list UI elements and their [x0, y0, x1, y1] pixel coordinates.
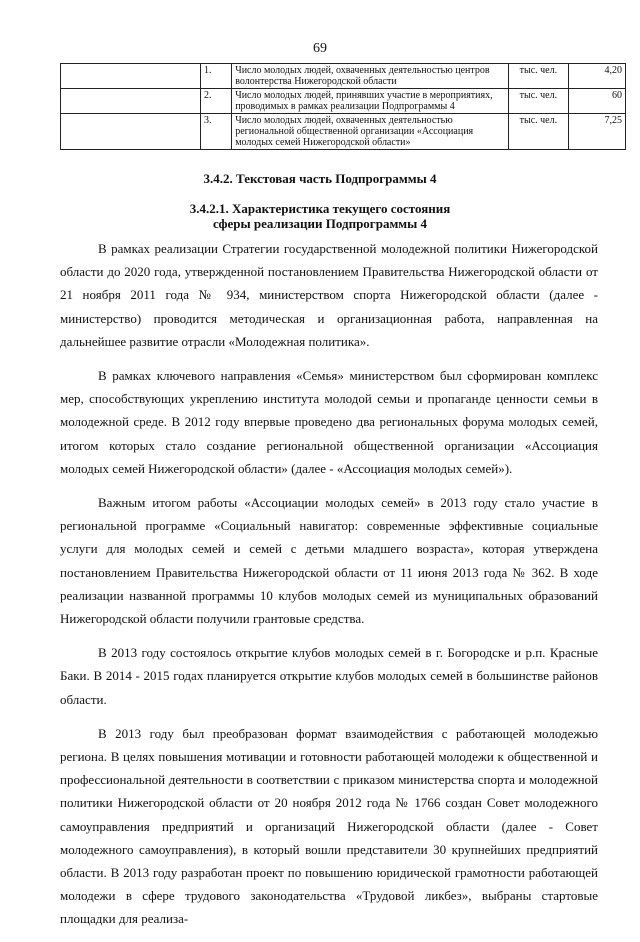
table-cell-empty	[61, 114, 201, 150]
paragraph: В 2013 году состоялось открытие клубов молодых семей в г. Богородске и р.п. Красные Баки. В 2014 - 2015 годах планируется открытие клубов молодых семей в большинстве районов области.	[60, 645, 598, 707]
paragraph: Важным итогом работы «Ассоциации молодых семей» в 2013 году стало участие в региональной программе «Социальный навигатор: современные эффективные социальные услуги для молодых семей и семей с детьми младшего возраста», которая утверждена постановлением Правительства Нижегородской области от 11 июня 2013 года № 362. В ходе реализации названной программы 10 клубов молодых семей из муниципальных образований Нижегородской области получили грантовые средства.	[60, 495, 598, 627]
paragraph: В рамках реализации Стратегии государственной молодежной политики Нижегородской области до 2020 года, утвержденной постановлением Правительства Нижегородской области от 21 ноября 2011 года № 934, министерством спорта Нижегородской области (далее - министерство) проводится методическая и организационная работа, направленная на дальнейшее развитие отрасли «Молодежная политика».	[60, 241, 598, 349]
table-row	[61, 89, 626, 114]
value-cell: 4,20	[568, 64, 625, 89]
paragraph: В рамках ключевого направления «Семья» министерством был сформирован комплекс мер, способствующих укреплению института молодой семьи и пропаганде ценности семьи в молодежной среде. В 2012 году впервые проведено два региональных форума молодых семей, итогом которых стало создание региональной общественной организации «Ассоциация молодых семей Нижегородской области» (далее - «Ассоциация молодых семей»).	[60, 368, 598, 476]
unit-cell: тыс. чел.	[509, 114, 568, 150]
value-cell: 7,25	[568, 114, 625, 150]
table-cell-empty	[61, 89, 201, 114]
indicator-name: Число молодых людей, охваченных деятельностью центров волонтерства Нижегородской области	[232, 64, 509, 89]
indicator-name: Число молодых людей, охваченных деятельностью региональной общественной организации «Ассоциация молодых семей Нижегородской области»	[232, 114, 509, 150]
unit-cell: тыс. чел.	[509, 89, 568, 114]
value-cell: 60	[568, 89, 625, 114]
subsection-heading-line2: сферы реализации Подпрограммы 4	[212, 216, 428, 231]
row-number: 2.	[200, 89, 231, 114]
table-row	[61, 64, 626, 89]
indicator-name: Число молодых людей, принявших участие в мероприятиях, проводимых в рамках реализации Подпрограммы 4	[232, 89, 509, 114]
subsection-heading-line1: 3.4.2.1. Характеристика текущего состояния	[189, 201, 451, 216]
page-number: 69	[313, 41, 327, 56]
row-number: 3.	[200, 114, 231, 150]
paragraph: В 2013 году был преобразован формат взаимодействия с работающей молодежью региона. В целях повышения мотивации и готовности работающей молодежи к общественной и профессиональной деятельности в соответствии с приказом министерства спорта и молодежной политики Нижегородской области от 20 ноября 2012 года № 1766 создан Совет молодежного самоуправления предприятий и организаций Нижегородской области (далее - Совет молодежного самоуправления), в который вошли представители 30 крупнейших предприятий области. В 2013 году разработан проект по повышению юридической грамотности работающей молодежи в сфере трудового законодательства «Трудовой ликбез», выбраны стартовые площадки для реализа-	[60, 725, 598, 927]
section-heading: 3.4.2. Текстовая часть Подпрограммы 4	[203, 171, 437, 186]
unit-cell: тыс. чел.	[509, 64, 568, 89]
body-text	[60, 237, 598, 942]
subsection-heading	[0, 201, 640, 231]
table-cell-empty	[61, 64, 201, 89]
row-number: 1.	[200, 64, 231, 89]
table-row	[61, 114, 626, 150]
indicators-table	[60, 63, 626, 150]
